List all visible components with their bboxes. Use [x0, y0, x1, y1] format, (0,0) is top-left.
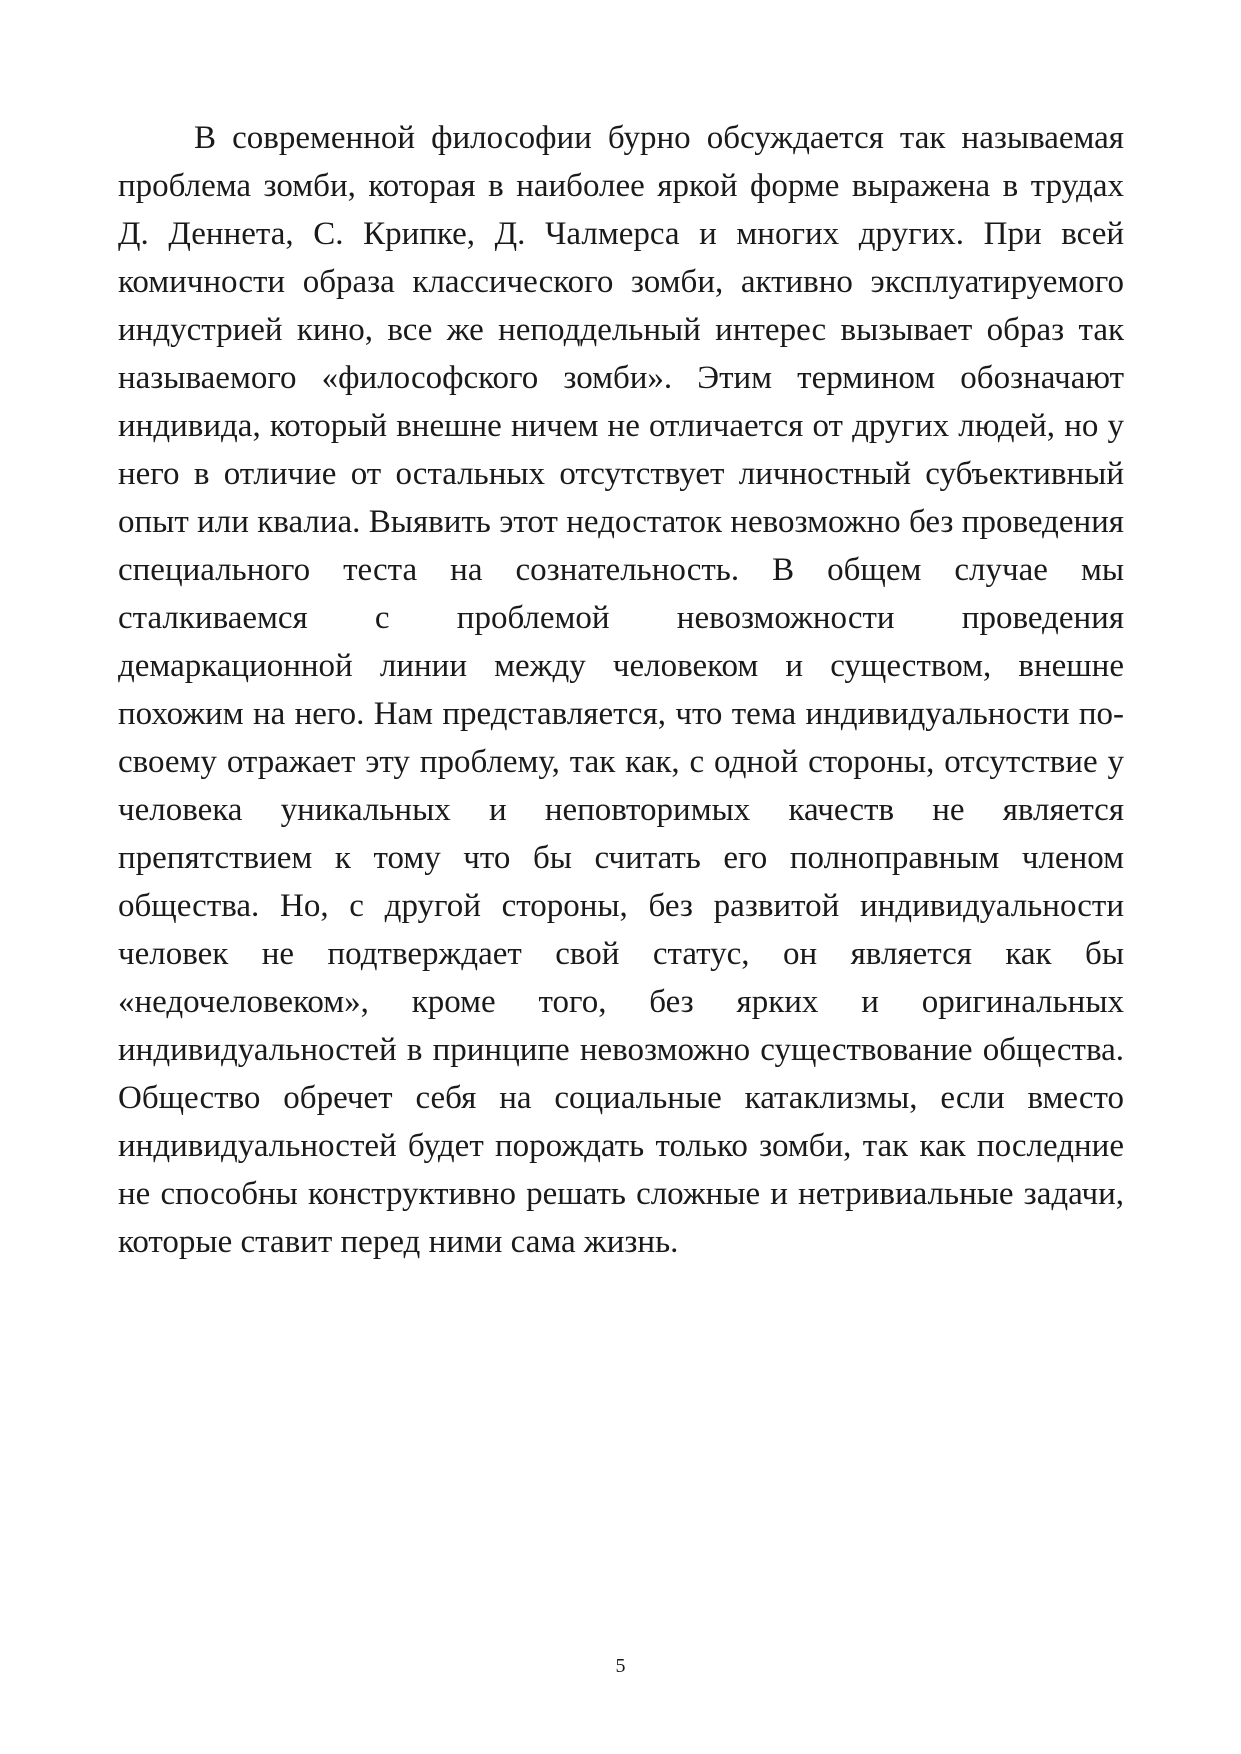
body-paragraph: В современной философии бурно обсуждается так называемая проблема зомби, которая в наиболее яркой форме выражена в трудах Д. Деннета, С. Крипке, Д. Чалмерса и многих других. При всей комичности образа классического зомби, активно эксплуатируемого индустрией кино, все же неподдельный интерес вызывает образ так называемого «философского зомби». Этим термином обозначают индивида, который внешне ничем не отличается от других людей, но у него в отличие от остальных отсутствует личностный субъективный опыт или квалиа. Выявить этот недостаток невозможно без проведения специального теста на сознательность. В общем случае мы сталкиваемся с проблемой невозможности проведения демаркационной линии между человеком и существом, внешне похожим на него. Нам представляется, что тема индивидуальности по-своему отражает эту проблему, так как, с одной стороны, отсутствие у человека уникальных и неповторимых качеств не является препятствием к тому что бы считать его полноправным членом общества. Но, с другой стороны, без развитой индивидуальности человек не подтверждает свой статус, он является как бы «недочеловеком», кроме того, без ярких и оригинальных индивидуальностей в принципе невозможно существование общества. Общество обречет себя на социальные катаклизмы, если вместо индивидуальностей будет порождать только зомби, так как последние не способны конструктивно решать сложные и нетривиальные задачи, которые ставит перед ними сама жизнь. — [118, 120, 1124, 1260]
page-number: 5 — [615, 1655, 626, 1677]
